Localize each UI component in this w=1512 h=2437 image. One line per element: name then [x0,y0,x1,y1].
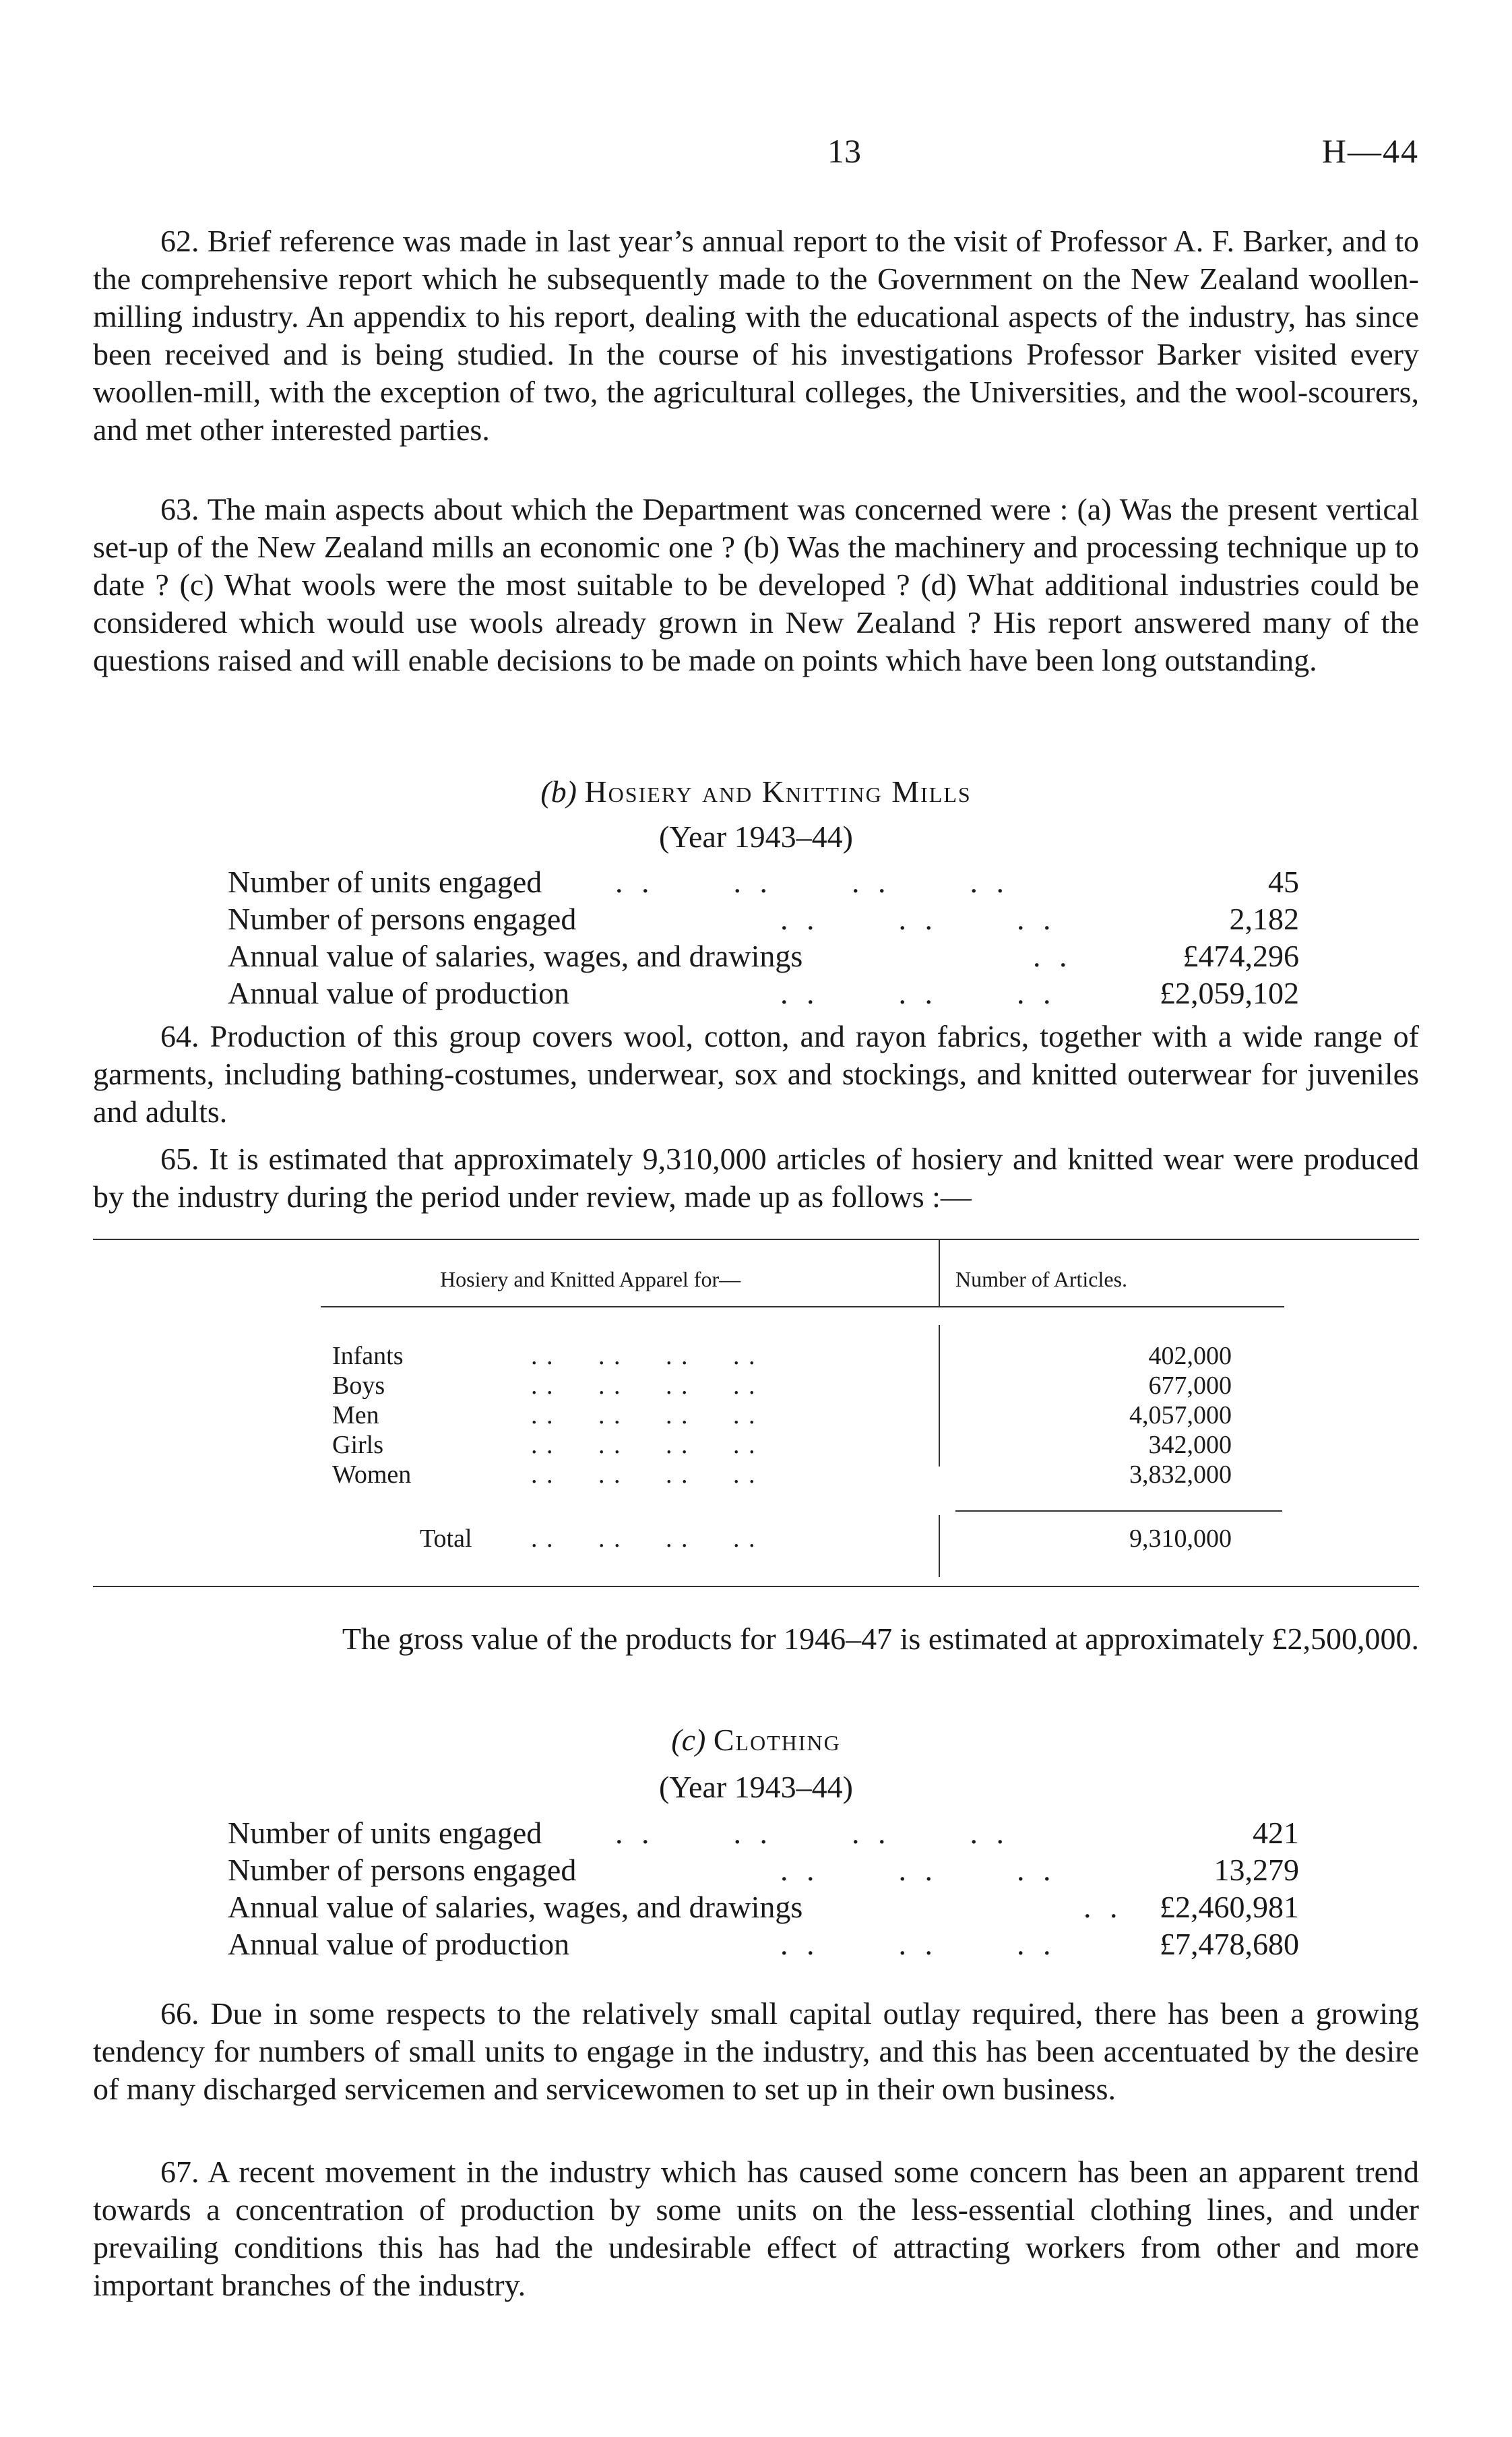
leader-dots: . . . . . . [780,976,1057,1010]
paragraph-66: 66. Due in some respects to the relatively small capital outlay required, there has been a growing tendency for numbers of small units to engage in the industry, and this has been accentuated by the desire of many discharged servicemen and servicewomen to set up in their own business. [93,1996,1419,2106]
article-count: 4,057,000 [1129,1401,1232,1429]
stat-value: £7,478,680 [1160,1927,1299,1961]
column-divider [939,1239,940,1306]
page-number: 13 [827,132,861,170]
stat-row [228,1852,1299,1889]
stat-value: 13,279 [1214,1853,1299,1887]
paragraph-67: 67. A recent movement in the industry which has caused some concern has been an apparent trend towards a concentration of production by some units on the less-essential clothing lines, and under prevailing conditions this has had the undesirable effect of attracting workers from other and more important branches of the industry. [93,2155,1419,2302]
leader-dots: . . . . . . [780,1853,1057,1887]
leader-dots: . . . . . . . . [531,1460,757,1489]
stat-value: 2,182 [1229,902,1299,936]
section-heading-hosiery [0,774,1512,809]
section-letter: (c) [671,1723,706,1757]
leader-dots: . . [1033,939,1073,973]
articles-table [93,1239,1419,1593]
stat-label: Annual value of production [228,976,570,1010]
stat-label: Annual value of salaries, wages, and drawings [228,1890,803,1924]
article-count: 342,000 [1148,1431,1232,1459]
article-count: 3,832,000 [1129,1460,1232,1489]
column-header-apparel: Hosiery and Knitted Apparel for— [440,1267,741,1291]
clothing-statistics [228,1815,1299,1963]
table-bottom-rule [93,1586,1419,1587]
total-rule [955,1510,1282,1512]
category-label: Women [332,1460,412,1489]
article-count: 677,000 [1148,1371,1232,1400]
leader-dots: . . . . . . . . [531,1401,757,1429]
leader-dots: . . [1083,1890,1123,1924]
paragraph-62: 62. Brief reference was made in last year’s annual report to the visit of Professor A. F. Barker, and to the comprehensive report which he subsequently made to the Government on the New Zealand woollen-milling industry. An appendix to his report, dealing with the educational aspects of the industry, has since been received and is being studied. In the course of his investigations Professor Barker visited every woollen-mill, with the exception of two, the agricultural colleges, the Universities, and the wool-scourers, and met other interested parties. [93,224,1419,447]
paragraph-65: 65. It is estimated that approximately 9,310,000 articles of hosiery and knitted wear were produced by the industry during the period under review, made up as follows :— [93,1142,1419,1214]
column-header-number: Number of Articles. [955,1267,1128,1291]
stat-row [228,864,1299,901]
leader-dots: . . . . . . . . [531,1524,757,1553]
leader-dots: . . . . . . . . [531,1431,757,1459]
stat-row [228,938,1299,975]
stat-label: Annual value of production [228,1927,570,1961]
stat-row [228,975,1299,1012]
stat-label: Number of persons engaged [228,1853,577,1887]
table-row [93,1341,1419,1371]
total-label: Total [420,1524,472,1553]
stat-value: £2,059,102 [1160,976,1299,1010]
category-label: Men [332,1401,379,1429]
leader-dots: . . . . . . [780,902,1057,936]
section-title: Hosiery and Knitting Mills [584,774,972,809]
leader-dots: . . . . . . [780,1927,1057,1961]
leader-dots: . . . . . . . . [531,1342,757,1370]
category-label: Infants [332,1342,404,1370]
stat-label: Number of persons engaged [228,902,577,936]
stat-label: Number of units engaged [228,1816,542,1850]
paragraph-64: 64. Production of this group covers wool, cotton, and rayon fabrics, together with a wide range of garments, including bathing-costumes, underwear, sox and stockings, and knitted outerwear for juveniles and adults. [93,1019,1419,1129]
document-reference: H—44 [1321,132,1419,170]
leader-dots: . . . . . . . . [615,865,1009,899]
stat-row [228,901,1299,938]
total-value: 9,310,000 [1129,1524,1232,1553]
paragraph-63: 63. The main aspects about which the Department was concerned were : (a) Was the present vertical set-up of the New Zealand mills an economic one ? (b) Was the machinery and processing technique up to date ? (c) What wools were the most suitable to be developed ? (d) What additional industries could be considered which would use wools already grown in New Zealand ? His report answered many of the questions raised and will enable decisions to be made on points which have been long outstanding. [93,492,1419,677]
stat-value: 421 [1253,1816,1299,1850]
header-rule [321,1306,1284,1307]
table-row [93,1460,1419,1489]
gross-value-note: The gross value of the products for 1946–47 is estimated at approximately £2,500,000. [342,1622,1419,1656]
section-heading-clothing [0,1722,1512,1758]
section-year-hosiery: (Year 1943–44) [659,820,853,854]
table-row [93,1371,1419,1400]
leader-dots: . . . . . . . . [615,1816,1009,1850]
stat-row [228,1815,1299,1852]
article-count: 402,000 [1148,1342,1232,1370]
stat-label: Number of units engaged [228,865,542,899]
category-label: Girls [332,1431,383,1459]
stat-value: £2,460,981 [1160,1890,1299,1924]
stat-label: Annual value of salaries, wages, and drawings [228,939,803,973]
page-header [93,131,1419,185]
stat-value: 45 [1268,865,1299,899]
leader-dots: . . . . . . . . [531,1371,757,1400]
section-title: Clothing [713,1723,841,1757]
category-label: Boys [332,1371,385,1400]
hosiery-statistics [228,864,1299,1012]
section-year-clothing: (Year 1943–44) [659,1770,853,1804]
table-total-row [93,1524,1419,1553]
stat-value: £474,296 [1183,939,1299,973]
table-row [93,1400,1419,1430]
table-row [93,1430,1419,1460]
stat-row [228,1889,1299,1926]
table-top-rule [93,1239,1419,1240]
section-letter: (b) [540,774,577,809]
stat-row [228,1926,1299,1963]
